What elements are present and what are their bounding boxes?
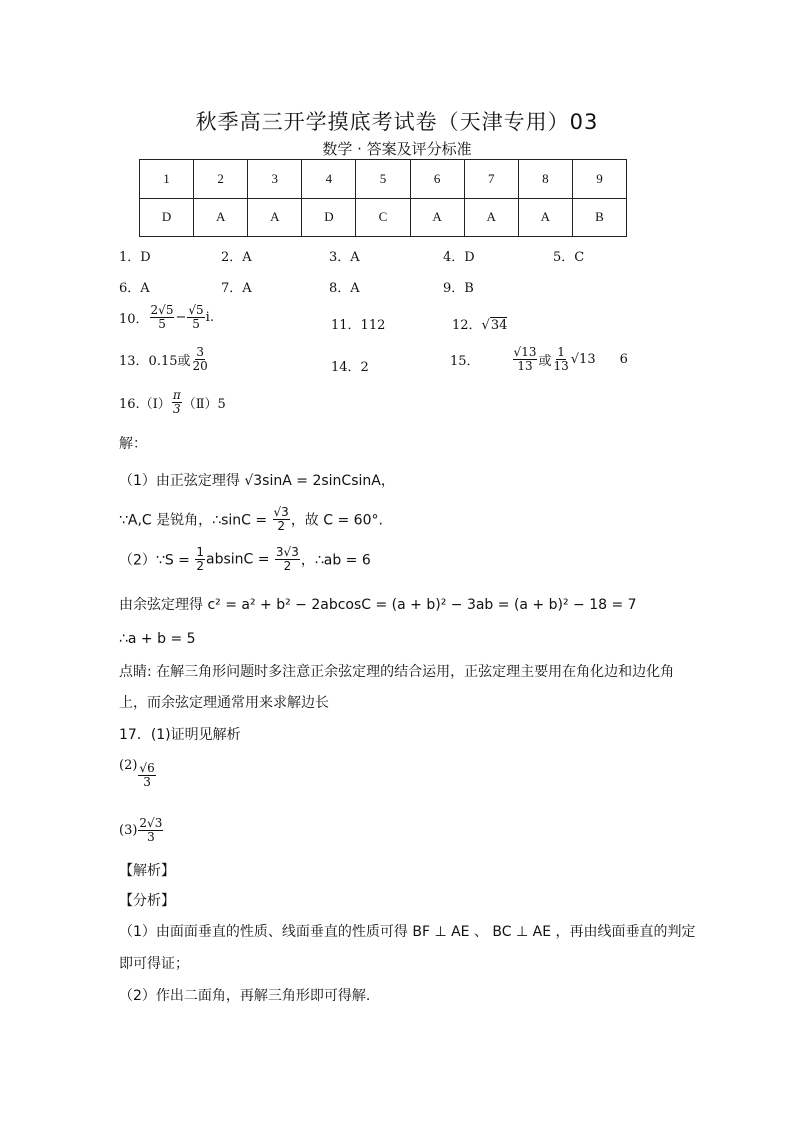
table-cell: 9 xyxy=(572,160,626,199)
answer-15-number: 15． xyxy=(450,354,480,369)
fraction-denominator: 5 xyxy=(192,317,200,331)
fraction-numerator: 2√3 xyxy=(139,816,163,830)
solution-text: absinC = xyxy=(205,551,274,568)
answer-6: 6．A xyxy=(119,281,150,296)
answer-17-part-1: 17．(1)证明见解析 xyxy=(119,727,241,743)
fraction xyxy=(172,389,182,416)
solution-line-4: 由余弦定理得 c² = a² + b² − 2abcosC = (a + b)² − 3ab = (a + b)² − 18 = 7 xyxy=(119,597,637,613)
solution-line-3 xyxy=(119,546,371,573)
fraction-denominator: 3 xyxy=(143,775,151,789)
table-cell: A xyxy=(518,198,572,237)
answer-16-prefix: 16.（Ⅰ） xyxy=(119,397,171,412)
sqrt-radicand: 34 xyxy=(490,318,508,333)
fraction-numerator: π xyxy=(172,388,181,402)
table-cell: A xyxy=(410,198,464,237)
answer-13-number: 13．0.15或 xyxy=(119,354,191,369)
answer-15 xyxy=(450,346,628,373)
table-cell: A xyxy=(194,198,248,237)
table-cell: D xyxy=(302,198,356,237)
table-cell: D xyxy=(140,198,194,237)
fraction-numerator: 3 xyxy=(196,345,204,359)
solution-text: ，故 C = 60°. xyxy=(290,512,383,529)
solution-label: 解： xyxy=(119,436,147,452)
table-cell: A xyxy=(248,198,302,237)
imaginary-unit: i. xyxy=(205,310,214,325)
sqrt-term: √13 xyxy=(570,352,596,367)
answer-table xyxy=(139,159,627,237)
fraction-numerator: 3√3 xyxy=(275,545,299,559)
table-cell: 4 xyxy=(302,160,356,199)
fraction xyxy=(275,546,300,573)
answer-7: 7．A xyxy=(221,281,252,296)
fraction xyxy=(273,506,290,533)
table-cell: C xyxy=(356,198,410,237)
answer-13 xyxy=(119,346,210,373)
answer-table-number-row xyxy=(140,160,627,199)
table-cell: 3 xyxy=(248,160,302,199)
fraction-denominator: 2 xyxy=(283,559,292,573)
note-line-2: 上，而余弦定理通常用来求解边长 xyxy=(119,695,329,711)
table-cell: B xyxy=(572,198,626,237)
fraction xyxy=(513,346,538,373)
table-cell: 5 xyxy=(356,160,410,199)
or-word: 或 xyxy=(538,354,552,369)
part-label: (2) xyxy=(119,758,138,773)
answer-17-part-2 xyxy=(119,758,157,789)
answer-16-suffix: （Ⅱ）5 xyxy=(182,397,226,412)
fraction-denominator: 13 xyxy=(553,359,569,373)
answer-2: 2．A xyxy=(221,250,252,265)
fraction xyxy=(138,817,163,844)
answer-1: 1．D xyxy=(119,250,151,265)
answer-table-answer-row xyxy=(140,198,627,237)
table-cell: 7 xyxy=(464,160,518,199)
answer-11: 11．112 xyxy=(331,318,386,333)
answer-10-number: 10． xyxy=(119,312,149,327)
table-cell: 2 xyxy=(194,160,248,199)
fraction-denominator: 2 xyxy=(196,559,204,573)
table-cell: 1 xyxy=(140,160,194,199)
answer-10 xyxy=(119,304,214,331)
fraction-numerator: 1 xyxy=(196,545,204,559)
minus-sign: − xyxy=(175,310,187,325)
answer-5: 5．C xyxy=(553,250,585,265)
solution-line-2 xyxy=(119,506,383,533)
table-cell: 6 xyxy=(410,160,464,199)
fraction-numerator: √5 xyxy=(188,303,204,317)
table-cell: A xyxy=(464,198,518,237)
fraction-denominator: 2 xyxy=(277,519,285,533)
fraction xyxy=(195,546,205,573)
answer-3: 3．A xyxy=(329,250,360,265)
solution-line-1: （1）由正弦定理得 √3sinA = 2sinCsinA， xyxy=(119,473,395,489)
answer-8: 8．A xyxy=(329,281,360,296)
reasoning-line-1: （1）由面面垂直的性质、线面垂直的性质可得 BF ⊥ AE 、 BC ⊥ AE ，再由线面垂直的判定 xyxy=(119,924,696,940)
page-title: 秋季高三开学摸底考试卷（天津专用）03 xyxy=(195,110,599,134)
fraction-denominator: 3 xyxy=(172,402,181,416)
note-line-1: 点睛: 在解三角形问题时多注意正余弦定理的结合运用，正弦定理主要用在角化边和边化角 xyxy=(119,664,675,680)
page-subtitle: 数学 · 答案及评分标准 xyxy=(322,140,472,158)
sqrt-symbol: √ xyxy=(481,318,490,333)
answer-16 xyxy=(119,389,226,416)
table-cell: 8 xyxy=(518,160,572,199)
fraction-numerator: √13 xyxy=(513,345,537,359)
answer-4: 4．D xyxy=(443,250,475,265)
reasoning-line-3: （2）作出二面角，再解三角形即可得解. xyxy=(119,988,371,1004)
fraction-numerator: 2√5 xyxy=(150,303,174,317)
fraction-numerator: 1 xyxy=(557,345,565,359)
solution-line-5: ∴a + b = 5 xyxy=(119,631,196,647)
fraction-denominator: 20 xyxy=(192,359,208,373)
solution-text: （2）∵S = xyxy=(119,552,195,569)
answer-15-extra: 6 xyxy=(619,352,628,367)
fraction xyxy=(150,304,175,331)
analysis-heading: 【解析】 xyxy=(119,863,175,879)
fraction-numerator: √3 xyxy=(273,505,289,519)
fraction-denominator: 3 xyxy=(147,830,155,844)
fraction xyxy=(187,304,204,331)
fraction xyxy=(192,346,209,373)
fraction-denominator: 5 xyxy=(158,317,166,331)
reasoning-line-2: 即可得证； xyxy=(119,956,189,972)
answer-12 xyxy=(452,314,507,333)
solution-text: ，∴ab = 6 xyxy=(300,552,371,569)
answer-12-number: 12． xyxy=(452,318,482,333)
fraction-denominator: 13 xyxy=(517,359,533,373)
answer-17-part-3 xyxy=(119,817,164,844)
fraction xyxy=(138,762,155,789)
fraction xyxy=(552,346,569,373)
reasoning-heading: 【分析】 xyxy=(119,893,175,909)
fraction-numerator: √6 xyxy=(139,761,155,775)
answer-9: 9．B xyxy=(443,281,474,296)
answer-14: 14．2 xyxy=(331,360,369,375)
part-label: (3) xyxy=(119,823,138,838)
solution-text: ∵A,C 是锐角，∴sinC = xyxy=(119,512,272,529)
